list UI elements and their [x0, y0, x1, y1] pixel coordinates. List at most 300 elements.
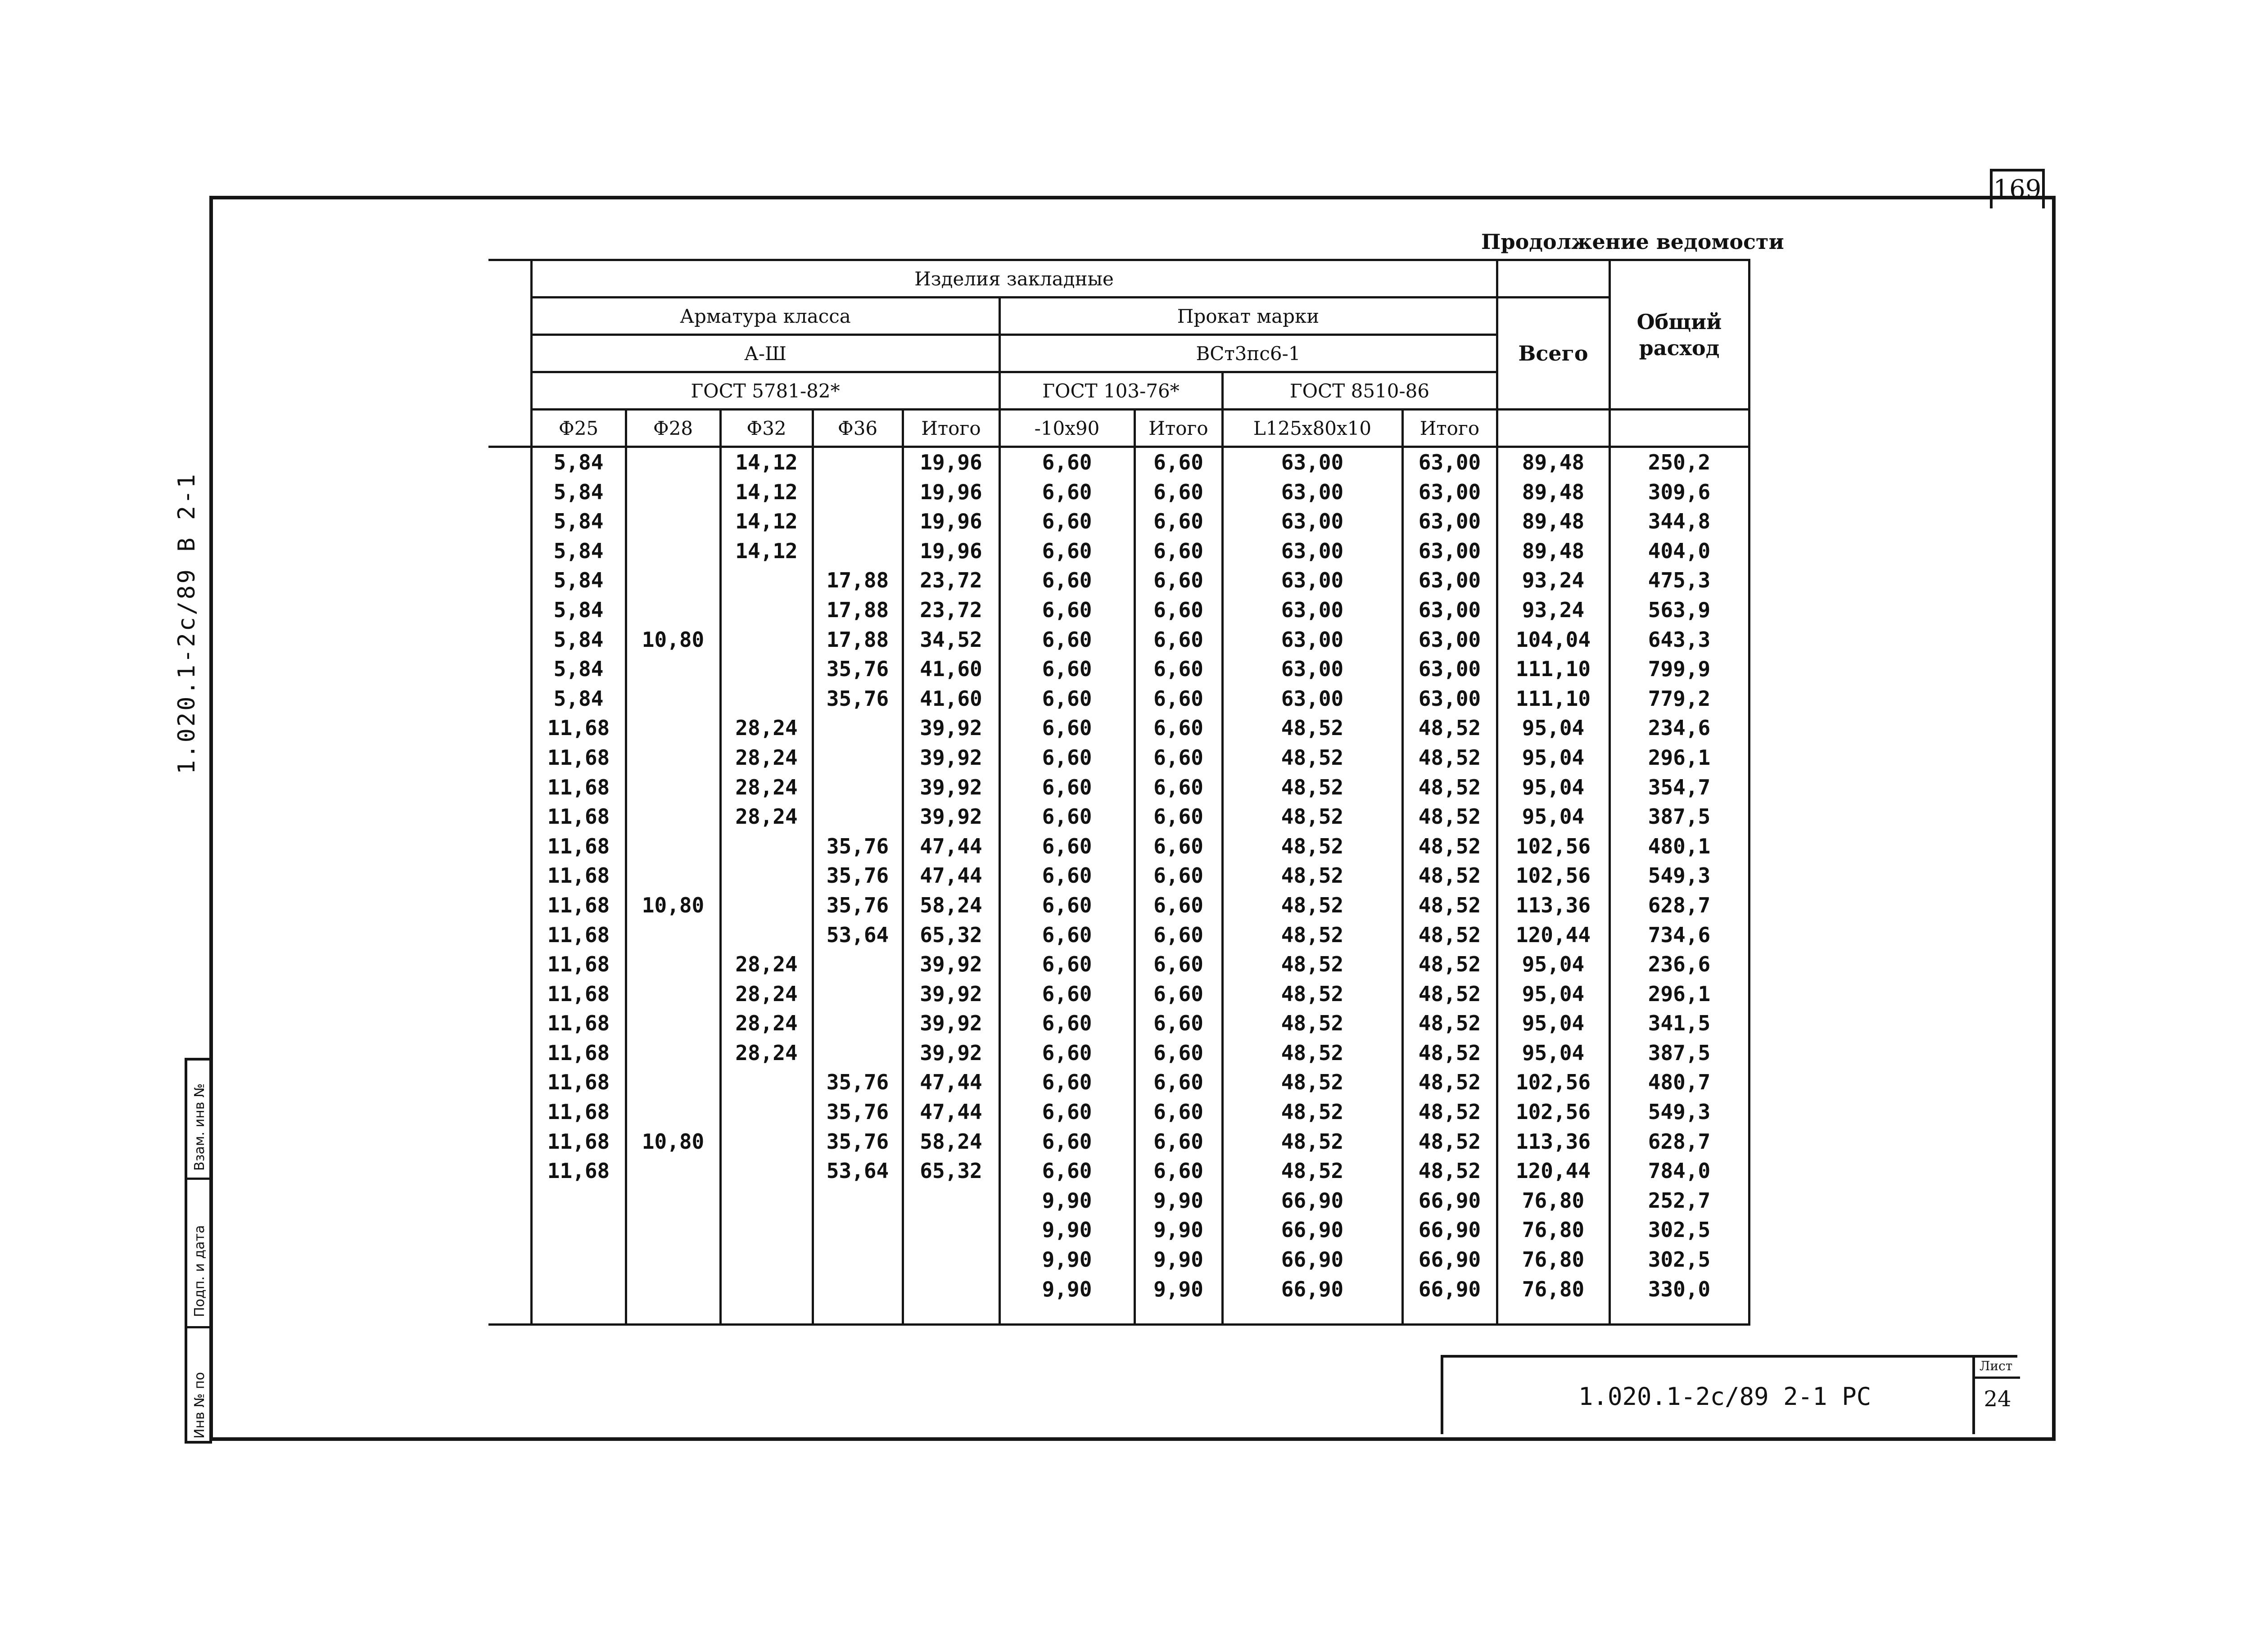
table-cell: [627, 1275, 719, 1304]
table-cell: 11,68: [547, 952, 610, 977]
table-cell: [627, 596, 719, 625]
table-cell: 48,52: [1418, 1040, 1481, 1065]
continuation-title: Продолжение ведомости: [1481, 230, 1784, 254]
table-cell: 387,5: [1648, 804, 1711, 829]
data-col-d32: [720, 447, 813, 1325]
table-cell: 35,76: [826, 893, 889, 917]
table-cell: [814, 1186, 902, 1216]
table-cell: [722, 891, 812, 921]
col-header-d25: Ф25: [531, 410, 626, 447]
table-cell: 6,60: [1042, 922, 1092, 947]
table-cell: 404,0: [1648, 538, 1711, 563]
table-cell: 6,60: [1042, 479, 1092, 504]
table-cell: 95,04: [1522, 952, 1585, 977]
table-cell: 39,92: [920, 716, 982, 740]
table-cell: 111,10: [1515, 686, 1591, 711]
table-cell: 48,52: [1418, 775, 1481, 799]
table-cell: [814, 1009, 902, 1038]
table-cell: [814, 1215, 902, 1245]
table-cell: 95,04: [1522, 981, 1585, 1006]
table-cell: [722, 1127, 812, 1157]
table-cell: [627, 1009, 719, 1038]
table-cell: 9,90: [1042, 1277, 1092, 1301]
table-cell: [722, 596, 812, 625]
header-total-top: [1497, 260, 1609, 298]
table-cell: 63,00: [1418, 509, 1481, 534]
table-cell: [722, 1156, 812, 1186]
table-cell: 11,68: [547, 775, 610, 799]
table-cell: 66,90: [1418, 1247, 1481, 1272]
table-cell: [904, 1275, 999, 1304]
table-cell: [722, 625, 812, 655]
table-cell: 95,04: [1522, 716, 1585, 740]
table-cell: 6,60: [1042, 775, 1092, 799]
table-cell: 14,12: [735, 509, 798, 534]
table-cell: [533, 1186, 625, 1216]
table-cell: [722, 1068, 812, 1097]
table-cell: [722, 654, 812, 684]
table-cell: 104,04: [1515, 627, 1591, 652]
title-block-code: [1578, 1382, 1871, 1411]
table-cell: 6,60: [1153, 1040, 1203, 1065]
table-cell: [904, 1186, 999, 1216]
table-cell: 563,9: [1648, 597, 1711, 622]
table-cell: [627, 1097, 719, 1127]
table-cell: 95,04: [1522, 804, 1585, 829]
table-cell: 48,52: [1281, 952, 1344, 977]
table-cell: 28,24: [735, 745, 798, 770]
table-cell: [722, 1097, 812, 1127]
table-cell: 330,0: [1648, 1277, 1711, 1301]
table-cell: 296,1: [1648, 745, 1711, 770]
table-cell: 63,00: [1418, 568, 1481, 593]
table-cell: [627, 1038, 719, 1068]
sheet-label: Лист: [1980, 1359, 2013, 1373]
table-cell: 11,68: [547, 716, 610, 740]
table-cell: 296,1: [1648, 981, 1711, 1006]
table-cell: 48,52: [1281, 1159, 1344, 1183]
table-cell: 5,84: [553, 450, 604, 474]
table-cell: [627, 537, 719, 566]
table-cell: 35,76: [826, 834, 889, 858]
table-cell: [814, 802, 902, 832]
table-cell: 39,92: [920, 745, 982, 770]
table-cell: 28,24: [735, 804, 798, 829]
table-cell: 6,60: [1042, 597, 1092, 622]
table-cell: 66,90: [1418, 1218, 1481, 1242]
table-cell: 34,52: [920, 627, 982, 652]
table-cell: 63,00: [1418, 627, 1481, 652]
table-cell: 39,92: [920, 804, 982, 829]
table-cell: 48,52: [1418, 1070, 1481, 1095]
table-cell: 41,60: [920, 657, 982, 682]
table-cell: 10,80: [642, 893, 705, 917]
table-cell: 48,52: [1418, 834, 1481, 858]
table-cell: 95,04: [1522, 775, 1585, 799]
table-cell: 35,76: [826, 686, 889, 711]
table-cell: 28,24: [735, 981, 798, 1006]
col-header-angle: L125x80x10: [1222, 410, 1402, 447]
table-cell: [814, 537, 902, 566]
table-cell: 39,92: [920, 952, 982, 977]
table-cell: 9,90: [1153, 1218, 1203, 1242]
table-cell: 48,52: [1418, 1129, 1481, 1154]
table-cell: 6,60: [1042, 627, 1092, 652]
table-cell: 549,3: [1648, 863, 1711, 888]
table-cell: [722, 861, 812, 891]
stamp-label-inventory: Инв № по: [192, 1372, 208, 1439]
table-cell: 6,60: [1042, 1070, 1092, 1095]
table-cell: 11,68: [547, 1129, 610, 1154]
table-cell: 11,68: [547, 804, 610, 829]
table-cell: [627, 743, 719, 773]
table-cell: 6,60: [1042, 1129, 1092, 1154]
table-cell: 76,80: [1522, 1277, 1585, 1301]
table-cell: 48,52: [1418, 1159, 1481, 1183]
table-cell: 779,2: [1648, 686, 1711, 711]
table-cell: 35,76: [826, 1100, 889, 1124]
table-cell: 6,60: [1153, 1070, 1203, 1095]
table-cell: 63,00: [1281, 450, 1344, 474]
table-cell: [814, 1245, 902, 1275]
table-cell: 341,5: [1648, 1011, 1711, 1036]
table-cell: 6,60: [1042, 1040, 1092, 1065]
table-cell: 6,60: [1042, 657, 1092, 682]
header-rolled-grade: Прокат марки: [999, 298, 1497, 335]
table-cell: 309,6: [1648, 479, 1711, 504]
table-cell: 6,60: [1042, 1159, 1092, 1183]
table-cell: 9,90: [1042, 1188, 1092, 1213]
embedded-items-table: [488, 259, 1750, 1326]
table-cell: [627, 478, 719, 507]
table-cell: 28,24: [735, 1011, 798, 1036]
table-cell: [627, 773, 719, 803]
table-cell: 89,48: [1522, 509, 1585, 534]
table-cell: 6,60: [1153, 863, 1203, 888]
table-cell: 63,00: [1281, 657, 1344, 682]
table-cell: 10,80: [642, 627, 705, 652]
table-cell: [814, 507, 902, 537]
table-cell: 35,76: [826, 863, 889, 888]
table-cell: 6,60: [1042, 952, 1092, 977]
table-cell: [533, 1275, 625, 1304]
table-cell: [627, 1245, 719, 1275]
table-cell: 48,52: [1281, 834, 1344, 858]
header-rebar-grade: А-Ш: [531, 335, 999, 372]
table-cell: 76,80: [1522, 1188, 1585, 1213]
table-cell: [627, 566, 719, 596]
table-cell: [814, 448, 902, 478]
table-cell: 28,24: [735, 716, 798, 740]
table-cell: [627, 507, 719, 537]
table-cell: 66,90: [1281, 1188, 1344, 1213]
table-cell: 628,7: [1648, 893, 1711, 917]
table-cell: 6,60: [1153, 627, 1203, 652]
table-cell: 480,1: [1648, 834, 1711, 858]
table-cell: 628,7: [1648, 1129, 1711, 1154]
table-cell: 48,52: [1281, 1100, 1344, 1124]
table-cell: 6,60: [1153, 922, 1203, 947]
table-cell: 48,52: [1418, 981, 1481, 1006]
table-cell: 53,64: [826, 1159, 889, 1183]
table-cell: 6,60: [1042, 893, 1092, 917]
title-block-code-suffix: 2-1 РС: [1783, 1382, 1871, 1411]
col-header-total-bottom: [1497, 410, 1609, 447]
table-cell: 63,00: [1281, 597, 1344, 622]
table-cell: 102,56: [1515, 1100, 1591, 1124]
table-cell: 17,88: [826, 597, 889, 622]
table-cell: 63,00: [1418, 450, 1481, 474]
table-cell: [814, 773, 902, 803]
table-cell: 17,88: [826, 568, 889, 593]
table-cell: 48,52: [1281, 804, 1344, 829]
table-cell: [814, 950, 902, 979]
table-cell: 252,7: [1648, 1188, 1711, 1213]
table-cell: [627, 802, 719, 832]
table-cell: 734,6: [1648, 922, 1711, 947]
table-cell: [722, 1186, 812, 1216]
table-cell: 76,80: [1522, 1218, 1585, 1242]
table-cell: 48,52: [1281, 863, 1344, 888]
table-cell: 784,0: [1648, 1159, 1711, 1183]
table-cell: 6,60: [1042, 538, 1092, 563]
table-cell: 63,00: [1418, 657, 1481, 682]
table-cell: 6,60: [1153, 1100, 1203, 1124]
table-cell: 48,52: [1281, 1011, 1344, 1036]
table-cell: 6,60: [1153, 834, 1203, 858]
header-rolled-gost-2: ГОСТ 8510-86: [1222, 372, 1497, 410]
table-cell: 48,52: [1281, 745, 1344, 770]
table-cell: [722, 684, 812, 714]
data-col-angle: [1222, 447, 1402, 1325]
table-cell: 65,32: [920, 1159, 982, 1183]
table-cell: 39,92: [920, 981, 982, 1006]
table-cell: 28,24: [735, 952, 798, 977]
title-block: [1441, 1355, 2017, 1434]
table-cell: 48,52: [1281, 1040, 1344, 1065]
table-cell: [627, 1186, 719, 1216]
table-cell: 6,60: [1153, 893, 1203, 917]
sheet-number: 169: [1990, 169, 2045, 208]
col-header-d36: Ф36: [813, 410, 903, 447]
table-cell: [814, 1275, 902, 1304]
table-cell: 11,68: [547, 1070, 610, 1095]
data-col-grand-total: [1609, 447, 1749, 1325]
table-cell: 14,12: [735, 479, 798, 504]
table-cell: 95,04: [1522, 1040, 1585, 1065]
table-cell: 19,96: [920, 509, 982, 534]
table-cell: [722, 1245, 812, 1275]
table-cell: 48,52: [1418, 893, 1481, 917]
table-cell: 48,52: [1418, 1100, 1481, 1124]
table-cell: 89,48: [1522, 450, 1585, 474]
data-col-d28: [626, 447, 720, 1325]
table-cell: 63,00: [1281, 509, 1344, 534]
table-cell: 6,60: [1153, 686, 1203, 711]
table-cell: 475,3: [1648, 568, 1711, 593]
col-header-rebar-subtotal: Итого: [903, 410, 999, 447]
table-cell: 387,5: [1648, 1040, 1711, 1065]
sheet-value: 24: [1984, 1386, 2011, 1412]
stamp-label-signature: Подп. и дата: [192, 1225, 208, 1317]
table-cell: 643,3: [1648, 627, 1711, 652]
table-cell: [814, 713, 902, 743]
header-grand-total: Общий расход: [1609, 260, 1749, 410]
table-cell: [627, 950, 719, 979]
table-cell: 63,00: [1418, 686, 1481, 711]
col-header-d28: Ф28: [626, 410, 720, 447]
table-cell: 76,80: [1522, 1247, 1585, 1272]
table-cell: 63,00: [1281, 568, 1344, 593]
table-cell: 6,60: [1042, 834, 1092, 858]
table-cell: 19,96: [920, 538, 982, 563]
table-cell: 65,32: [920, 922, 982, 947]
table-cell: 549,3: [1648, 1100, 1711, 1124]
table-cell: 28,24: [735, 775, 798, 799]
table-cell: 63,00: [1281, 686, 1344, 711]
table-cell: 11,68: [547, 1011, 610, 1036]
table-cell: 480,7: [1648, 1070, 1711, 1095]
table-cell: [904, 1215, 999, 1245]
table-cell: 11,68: [547, 922, 610, 947]
table-cell: 19,96: [920, 450, 982, 474]
table-cell: [722, 1215, 812, 1245]
table-cell: 111,10: [1515, 657, 1591, 682]
table-cell: 6,60: [1153, 775, 1203, 799]
table-cell: 48,52: [1281, 893, 1344, 917]
table-cell: 6,60: [1042, 716, 1092, 740]
table-cell: 39,92: [920, 1040, 982, 1065]
table-cell: [627, 1068, 719, 1097]
table-cell: [627, 684, 719, 714]
table-cell: 66,90: [1281, 1218, 1344, 1242]
table-cell: 6,60: [1153, 1011, 1203, 1036]
table-cell: 236,6: [1648, 952, 1711, 977]
table-cell: 58,24: [920, 893, 982, 917]
table-cell: [814, 1038, 902, 1068]
table-cell: [533, 1245, 625, 1275]
table-cell: 6,60: [1153, 1129, 1203, 1154]
table-cell: [814, 478, 902, 507]
data-col-strip: [999, 447, 1135, 1325]
table-cell: 17,88: [826, 627, 889, 652]
table-cell: 6,60: [1153, 745, 1203, 770]
table-cell: 5,84: [553, 479, 604, 504]
data-col-total: [1497, 447, 1609, 1325]
table-cell: 11,68: [547, 981, 610, 1006]
table-cell: 63,00: [1281, 538, 1344, 563]
table-cell: 63,00: [1281, 627, 1344, 652]
table-cell: 63,00: [1281, 479, 1344, 504]
table-cell: 6,60: [1042, 686, 1092, 711]
table-cell: 48,52: [1418, 1011, 1481, 1036]
table-cell: 95,04: [1522, 745, 1585, 770]
table-cell: [814, 743, 902, 773]
table-cell: 234,6: [1648, 716, 1711, 740]
table-cell: 19,96: [920, 479, 982, 504]
data-col-d25: [531, 447, 626, 1325]
table-cell: 5,84: [553, 509, 604, 534]
table-cell: 6,60: [1042, 1100, 1092, 1124]
table-cell: 6,60: [1042, 568, 1092, 593]
table-cell: 11,68: [547, 745, 610, 770]
table-cell: 35,76: [826, 1070, 889, 1095]
table-cell: 41,60: [920, 686, 982, 711]
table-cell: [627, 448, 719, 478]
stamp-label-replacement: Взам. инв №: [192, 1083, 208, 1171]
table-cell: 66,90: [1418, 1277, 1481, 1301]
table-cell: 250,2: [1648, 450, 1711, 474]
table-cell: 344,8: [1648, 509, 1711, 534]
table-cell: 48,52: [1281, 922, 1344, 947]
table-cell: [627, 654, 719, 684]
table-cell: 11,68: [547, 1040, 610, 1065]
table-cell: 14,12: [735, 450, 798, 474]
table-cell: 48,52: [1281, 981, 1344, 1006]
table-cell: 14,12: [735, 538, 798, 563]
data-col-angle-subtotal: [1402, 447, 1497, 1325]
table-cell: 302,5: [1648, 1247, 1711, 1272]
table-cell: 35,76: [826, 1129, 889, 1154]
table-cell: 23,72: [920, 568, 982, 593]
table-cell: 302,5: [1648, 1218, 1711, 1242]
table-cell: [722, 1275, 812, 1304]
table-cell: 11,68: [547, 863, 610, 888]
side-document-code: 1.020.1-2с/89 В 2-1: [173, 472, 200, 774]
table-cell: 113,36: [1515, 1129, 1591, 1154]
table-cell: 11,68: [547, 893, 610, 917]
table-cell: 799,9: [1648, 657, 1711, 682]
table-cell: 6,60: [1153, 597, 1203, 622]
table-cell: [627, 1156, 719, 1186]
table-cell: 63,00: [1418, 479, 1481, 504]
table-cell: [814, 979, 902, 1009]
table-cell: 53,64: [826, 922, 889, 947]
table-cell: 48,52: [1418, 745, 1481, 770]
header-total: Всего: [1497, 298, 1609, 410]
table-cell: 102,56: [1515, 1070, 1591, 1095]
col-header-strip: -10х90: [999, 410, 1135, 447]
table-cell: 48,52: [1281, 716, 1344, 740]
data-col-strip-subtotal: [1135, 447, 1222, 1325]
table-cell: 39,92: [920, 1011, 982, 1036]
table-cell: 5,84: [553, 627, 604, 652]
table-cell: [627, 713, 719, 743]
sheet-cell: [1972, 1355, 2020, 1434]
data-col-rebar-subtotal: [903, 447, 999, 1325]
table-cell: 9,90: [1153, 1247, 1203, 1272]
table-cell: 6,60: [1153, 568, 1203, 593]
table-cell: 6,60: [1153, 450, 1203, 474]
table-cell: 5,84: [553, 538, 604, 563]
table-cell: [627, 861, 719, 891]
table-cell: 63,00: [1418, 538, 1481, 563]
data-col-d36: [813, 447, 903, 1325]
table-cell: 354,7: [1648, 775, 1711, 799]
table-cell: 6,60: [1153, 981, 1203, 1006]
table-cell: 95,04: [1522, 1011, 1585, 1036]
table-cell: 6,60: [1042, 509, 1092, 534]
header-rolled-steel: ВСт3пс6-1: [999, 335, 1497, 372]
approval-stamp-strip: [185, 1058, 212, 1444]
header-rebar-gost: ГОСТ 5781-82*: [531, 372, 999, 410]
table-cell: 47,44: [920, 1070, 982, 1095]
table-cell: 11,68: [547, 1159, 610, 1183]
table-cell: 6,60: [1153, 479, 1203, 504]
table-cell: 9,90: [1153, 1277, 1203, 1301]
table-cell: 6,60: [1153, 538, 1203, 563]
table-cell: 6,60: [1153, 952, 1203, 977]
